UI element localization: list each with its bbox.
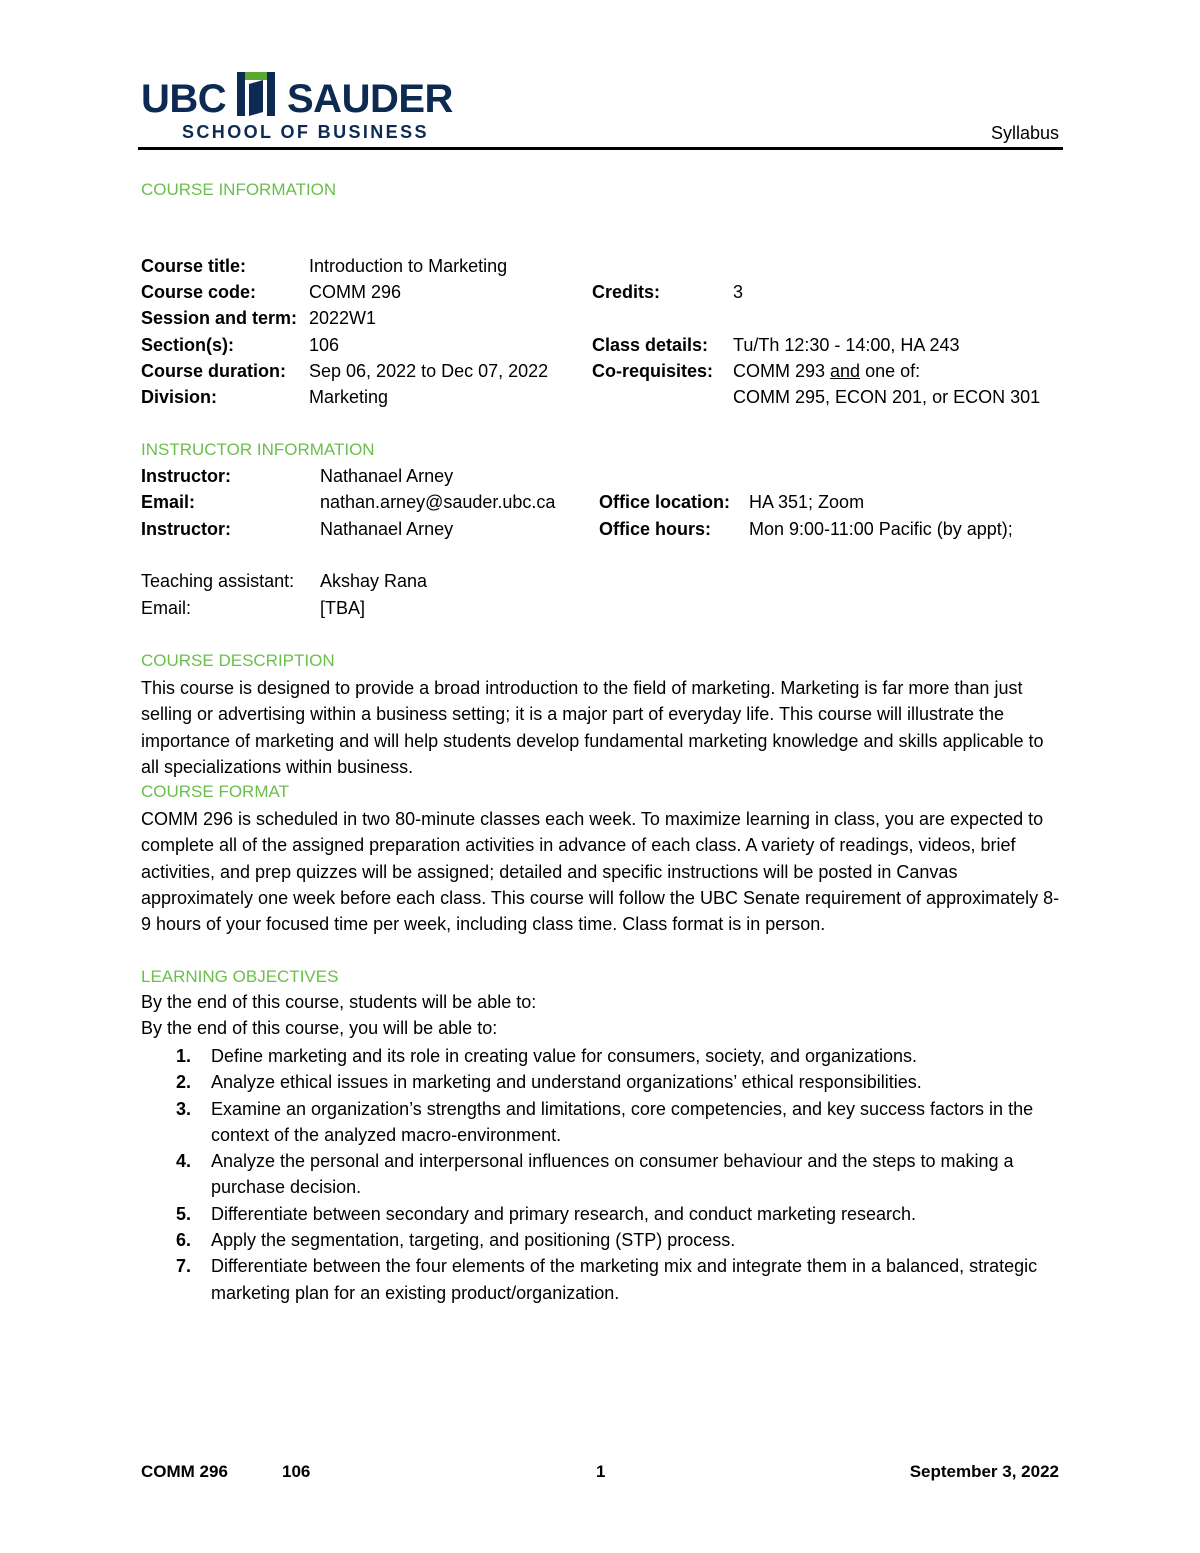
objective-item [176,1069,1061,1095]
office-hours-value: Mon 9:00-11:00 Pacific (by appt); [749,519,1013,539]
section-value: 106 [309,335,340,355]
coreq-label: Co-requisites: [592,361,714,381]
objective-item [176,1148,1061,1201]
objective-number: 6. [176,1230,192,1251]
objectives-list [141,1043,1061,1306]
objective-number: 2. [176,1072,192,1093]
objective-number: 5. [176,1203,192,1224]
footer-section: 106 [282,1462,311,1481]
coreq-value [733,361,920,382]
ta-value: Akshay Rana [320,571,428,591]
course-code-label: Course code: [141,282,257,302]
course-description-heading: COURSE DESCRIPTION [141,651,335,670]
objective-number: 7. [176,1256,192,1277]
instructor-info-heading: INSTRUCTOR INFORMATION [141,440,375,459]
objective-item [176,1227,1061,1253]
coreq-line2: COMM 295, ECON 201, or ECON 301 [733,387,1041,407]
objectives-intro-you: By the end of this course, you will be able to: [141,1018,498,1038]
course-code-value: COMM 296 [309,282,402,302]
learning-objectives-heading: LEARNING OBJECTIVES [141,967,339,986]
session-value: 2022W1 [309,308,377,328]
instructor-label: Instructor: [141,466,231,486]
objective-number: 4. [176,1151,192,1172]
instructor2-label: Instructor: [141,519,231,539]
credits-label: Credits: [592,282,661,302]
duration-label: Course duration: [141,361,287,381]
session-label: Session and term: [141,308,298,328]
office-location-label: Office location: [599,492,731,512]
objective-text: Examine an organization’s strengths and limitations, core competencies, and key success factors in the context of the analyzed macro-environment. [211,1098,1034,1145]
objective-text: Analyze the personal and interpersonal influences on consumer behaviour and the steps to making a purchase decision. [211,1151,1014,1198]
logo-ubc-text: UBC [141,77,227,121]
ta-email-value: [TBA] [320,598,366,618]
email-label: Email: [141,492,196,512]
ubc-crest-icon [235,70,277,118]
office-hours-label: Office hours: [599,519,712,539]
objective-item [176,1096,1061,1149]
logo-subtitle: SCHOOL OF BUSINESS [182,122,429,142]
objective-text: Define marketing and its role in creating value for consumers, society, and organizations. [211,1046,918,1066]
instructor-value: Nathanael Arney [320,466,454,486]
coreq-and: and [830,361,861,381]
ubc-sauder-logo [141,68,471,148]
objective-text: Analyze ethical issues in marketing and understand organizations’ ethical responsibilities. [211,1072,922,1093]
ta-label: Teaching assistant: [141,571,295,591]
division-label: Division: [141,387,218,407]
objective-item [176,1043,1061,1069]
credits-value: 3 [733,282,744,302]
document-type: Syllabus [990,123,1059,143]
objective-text: Apply the segmentation, targeting, and positioning (STP) process. [211,1230,736,1251]
objectives-intro-students: By the end of this course, students will be able to: [141,992,537,1012]
footer-page-number: 1 [596,1462,606,1481]
objective-number: 1. [176,1046,192,1066]
footer-course: COMM 296 [141,1462,228,1481]
section-label: Section(s): [141,335,235,355]
header-rule [138,147,1063,150]
objective-text: Differentiate between the four elements of the marketing mix and integrate them in a balanced, strategic marketing plan for an existing product/organization. [211,1256,1038,1303]
course-title-label: Course title: [141,256,247,276]
course-info-heading: COURSE INFORMATION [141,180,337,199]
objective-number: 3. [176,1098,192,1119]
footer-date: September 3, 2022 [909,1462,1059,1481]
class-details-value: Tu/Th 12:30 - 14:00, HA 243 [733,335,960,355]
duration-value: Sep 06, 2022 to Dec 07, 2022 [309,361,549,381]
objective-text: Differentiate between secondary and primary research, and conduct marketing research. [211,1203,917,1224]
coreq-part2: one of: [860,361,921,381]
office-location-value: HA 351; Zoom [749,492,865,512]
coreq-part1: COMM 293 [733,361,831,381]
course-format-heading: COURSE FORMAT [141,782,289,801]
objective-item [176,1253,1061,1306]
division-value: Marketing [309,387,389,407]
course-title-value: Introduction to Marketing [309,256,508,276]
logo-sauder-text: SAUDER [287,77,453,121]
instructor2-value: Nathanael Arney [320,519,454,539]
objective-item [176,1201,1061,1227]
class-details-label: Class details: [592,335,709,355]
course-description-text: This course is designed to provide a broad introduction to the field of marketing. Marketing is far more than just selling or advertising within a business setting; it is a major part of everyday life. This course will illustrate the importance of marketing and will help students develop fundamental marketing knowledge and skills applicable to all specializations within business. [141,678,1044,777]
email-value: nathan.arney@sauder.ubc.ca [320,492,556,512]
ta-email-label: Email: [141,598,192,618]
course-format-text: COMM 296 is scheduled in two 80-minute classes each week. To maximize learning in class, you are expected to complete all of the assigned preparation activities in advance of each class. A variety of readings, videos, brief activities, and prep quizzes will be assigned; detailed and specific instructions will be posted in Canvas approximately one week before each class. This course will follow the UBC Senate requirement of approximately 8-9 hours of your focused time per week, including class time. Class format is in person. [141,809,1060,935]
